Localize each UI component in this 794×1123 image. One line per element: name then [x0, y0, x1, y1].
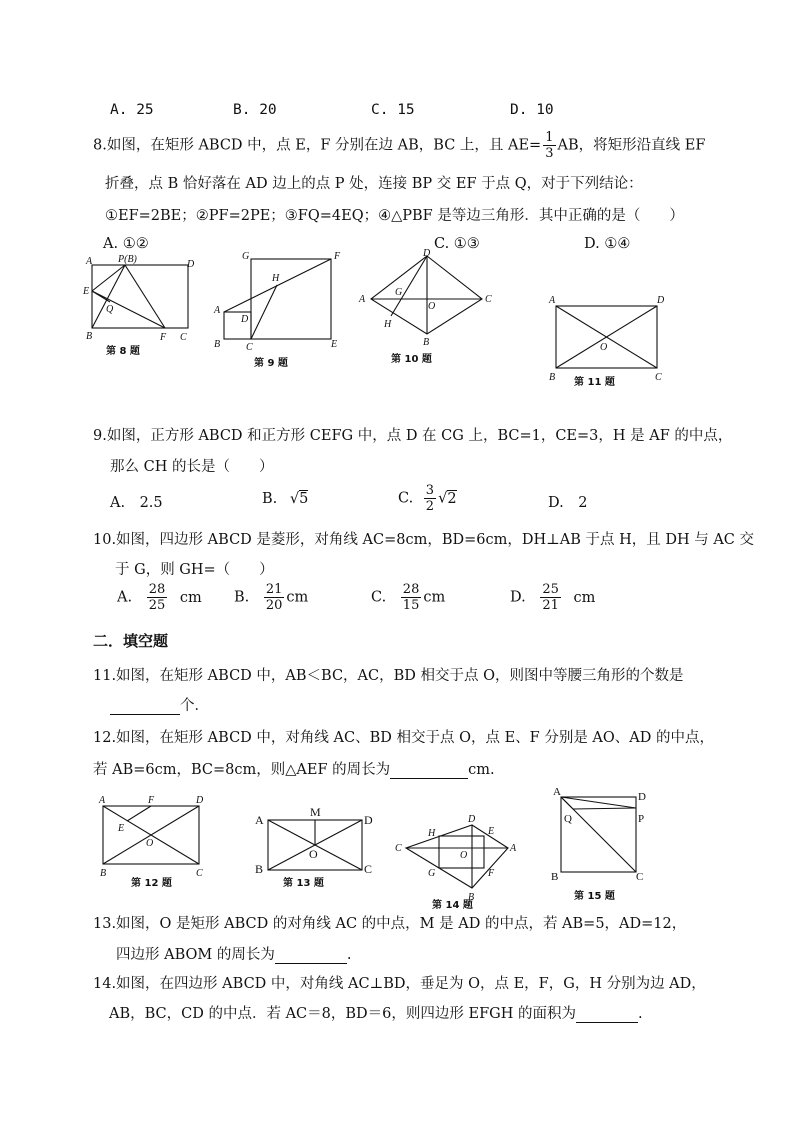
q10-option-c-unit: cm [423, 589, 446, 606]
fig13-label-m: M [310, 805, 321, 819]
fig14-label-g: G [428, 868, 436, 879]
q14-suffix: . [637, 1006, 643, 1022]
fig8-label-a: A [86, 256, 93, 267]
q8-text-b: AB，将矩形沿直线 EF [557, 137, 706, 154]
fig15-label-d: D [638, 791, 646, 803]
q8-frac-den: 3 [545, 146, 554, 161]
figure-15 [551, 786, 646, 902]
q9-option-b-radical: √5 [289, 491, 309, 507]
q9-option-c-radicand: 2 [447, 490, 457, 507]
q11-answer-blank[interactable] [110, 698, 180, 715]
q10-line-1: 10.如图，四边形 ABCD 是菱形，对角线 AC=8cm，BD=6cm，DH⊥AB 于点 H，且 DH 与 AC 交 [93, 532, 755, 548]
fig11-label-d: D [657, 295, 665, 306]
fig13-label-d: D [364, 813, 373, 827]
figures-row-2 [0, 780, 794, 910]
fig11-label-c: C [655, 372, 662, 383]
fig11-label-o: O [600, 342, 608, 353]
q9-option-a: A. 2.5 [110, 495, 163, 511]
section-title-fill-in: 二．填空题 [93, 632, 169, 650]
fig14-label-a: A [510, 843, 517, 854]
q12-suffix: cm. [468, 762, 495, 778]
fig8-caption: 第 8 题 [106, 346, 140, 357]
q10-option-d-fraction [540, 583, 561, 612]
fig10-label-o: O [428, 301, 436, 312]
q11-suffix: 个． [180, 698, 209, 714]
q10-option-d [510, 583, 595, 612]
fig13-label-b: B [255, 862, 264, 876]
q10-option-c-prefix: C. [371, 589, 387, 606]
fig13-caption: 第 13 题 [283, 878, 324, 889]
fig8-label-p: P(B) [118, 254, 137, 265]
q14-line-2 [109, 1002, 643, 1023]
fig13-label-a: A [255, 813, 264, 827]
q12-answer-blank[interactable] [390, 762, 468, 779]
q8-line-3: ①EF=2BE；②PF=2PE；③FQ=4EQ；④△PBF 是等边三角形．其中正确的是（ ） [105, 208, 684, 224]
q10-option-a-unit: cm [179, 589, 202, 606]
fig15-label-p: P [638, 813, 645, 825]
q9-option-c-fraction [424, 484, 436, 513]
q11-line-2 [110, 694, 209, 715]
q10-option-b-prefix: B. [234, 589, 250, 606]
fig12-label-a: A [99, 795, 106, 806]
fig12-label-d: D [196, 795, 204, 806]
fig8-label-c: C [180, 332, 187, 343]
fig9-label-g: G [242, 251, 250, 262]
fig8-label-f: F [160, 332, 167, 343]
q9-option-c-prefix: C. [398, 490, 414, 507]
fig9-label-a: A [214, 305, 221, 316]
q8-option-d: D. ①④ [584, 236, 631, 252]
fig14-label-e: E [488, 826, 495, 837]
q7-option-d: D. 10 [510, 102, 554, 118]
q10-option-a-num: 28 [148, 582, 166, 597]
q9-line-1: 9.如图，正方形 ABCD 和正方形 CEFG 中，点 D 在 CG 上，BC=1，CE=3，H 是 AF 的中点， [93, 428, 733, 444]
q14-line-1: 14.如图，在四边形 ABCD 中，对角线 AC⊥BD，垂足为 O，点 E，F，G，H 分别为边 AD， [93, 976, 706, 992]
fig15-label-b: B [551, 871, 559, 883]
fig14-label-f: F [488, 868, 495, 879]
q10-option-c [371, 583, 445, 612]
q10-option-c-den: 15 [402, 598, 420, 613]
fig14-label-c: C [395, 843, 402, 854]
fig14-label-d: D [468, 814, 476, 825]
fig10-label-c: C [485, 294, 492, 305]
q7-option-a: A. 25 [110, 102, 154, 118]
fig12-label-c: C [196, 868, 203, 879]
q8-option-c: C. ①③ [434, 236, 480, 252]
fig9-label-d: D [241, 314, 249, 325]
fig15-label-q: Q [564, 813, 572, 825]
figures-row-1 [0, 0, 794, 400]
fig15-caption: 第 15 题 [574, 891, 615, 902]
q10-option-a [117, 583, 202, 612]
fig11-label-b: B [549, 372, 556, 383]
q10-option-a-prefix: A. [117, 589, 133, 606]
q13-answer-blank[interactable] [275, 947, 347, 964]
q9-option-b-prefix: B. [262, 491, 278, 507]
figure-14 [395, 814, 517, 910]
q10-option-b-fraction [264, 583, 285, 612]
fig9-label-h: H [272, 273, 280, 284]
q13-line-2 [116, 943, 351, 964]
q14-answer-blank[interactable] [576, 1006, 638, 1023]
fig9-label-b: B [214, 339, 221, 350]
figure-8 [82, 254, 195, 357]
figure-11 [548, 295, 665, 388]
fig14-label-o: O [460, 850, 468, 861]
fig13-label-c: C [364, 862, 373, 876]
q10-option-a-fraction [147, 583, 168, 612]
q10-option-d-num: 25 [542, 582, 559, 597]
q10-option-b-den: 20 [265, 598, 283, 613]
q9-option-c-radical: √2 [438, 490, 457, 507]
q7-option-b: B. 20 [233, 102, 277, 118]
q10-option-b-num: 21 [265, 582, 283, 597]
fig15-label-c: C [636, 871, 644, 883]
fig12-caption: 第 12 题 [131, 878, 172, 889]
q10-option-c-num: 28 [402, 582, 420, 597]
fig9-label-c: C [246, 342, 253, 353]
q8-text-a: 8.如图，在矩形 ABCD 中，点 E，F 分别在边 AB，BC 上，且 AE= [93, 137, 542, 154]
q13-prefix: 四边形 ABOM 的周长为 [116, 947, 275, 963]
q9-line-2: 那么 CH 的长是（ ） [110, 459, 274, 475]
q8-option-a: A. ①② [103, 236, 149, 252]
fig10-label-g: G [395, 287, 403, 298]
q10-line-2: 于 G，则 GH=（ ） [115, 562, 274, 578]
fig12-label-f: F [148, 795, 155, 806]
q10-option-d-prefix: D. [510, 589, 526, 606]
q13-suffix: . [346, 947, 352, 963]
figure-12 [98, 795, 204, 889]
fig11-label-a: A [549, 295, 556, 306]
q9-option-c-num: 3 [425, 483, 435, 498]
fig13-label-o: O [309, 847, 318, 861]
figure-9 [213, 251, 341, 369]
fig14-label-b: B [468, 892, 475, 903]
fig9-label-e: E [331, 339, 338, 350]
q10-option-d-den: 21 [542, 598, 559, 613]
fig10-label-a: A [359, 294, 366, 305]
fig9-caption: 第 9 题 [254, 358, 288, 369]
q8-frac-num: 1 [545, 130, 554, 145]
fig8-label-q: Q [106, 304, 114, 315]
fig10-label-b: B [423, 337, 430, 348]
fig12-label-b: B [100, 868, 107, 879]
q13-line-1: 13.如图，O 是矩形 ABCD 的对角线 AC 的中点，M 是 AD 的中点，若 AB=5，AD=12， [93, 916, 687, 932]
fig11-caption: 第 11 题 [574, 377, 615, 388]
fig10-label-d: D [423, 248, 431, 259]
fig8-label-d: D [187, 259, 195, 270]
q7-option-c: C. 15 [371, 102, 415, 118]
fig9-label-f: F [334, 251, 341, 262]
figure-13 [255, 805, 373, 889]
fig14-label-h: H [428, 828, 436, 839]
fig8-label-e: E [83, 286, 90, 297]
q10-option-b [234, 583, 308, 612]
q12-line-2 [93, 758, 495, 779]
fig8-label-b: B [86, 331, 93, 342]
q14-prefix: AB，BC，CD 的中点．若 AC＝8，BD＝6，则四边形 EFGH 的面积为 [109, 1006, 576, 1022]
fig15-label-a: A [553, 786, 561, 798]
q12-line-1: 12.如图，在矩形 ABCD 中，对角线 AC、BD 相交于点 O，点 E、F 分别是 AO、AD 的中点， [93, 730, 714, 746]
fig12-label-e: E [118, 823, 125, 834]
q9-option-b [262, 491, 308, 507]
q9-option-b-radicand: 5 [299, 491, 309, 507]
fig10-label-h: H [384, 319, 392, 330]
fig10-caption: 第 10 题 [391, 354, 432, 365]
q12-prefix: 若 AB=6cm，BC=8cm，则△AEF 的周长为 [93, 762, 391, 778]
fig12-label-o: O [146, 838, 154, 849]
q10-option-b-unit: cm [286, 589, 309, 606]
q10-option-d-unit: cm [573, 589, 596, 606]
fig14-caption: 第 14 题 [432, 900, 473, 910]
q10-option-a-den: 25 [148, 598, 166, 613]
q8-line-2: 折叠，点 B 恰好落在 AD 边上的点 P 处，连接 BP 交 EF 于点 Q，对于下列结论： [105, 176, 643, 192]
q9-option-c [398, 484, 457, 513]
figure-10 [358, 248, 492, 365]
q9-option-d: D. 2 [548, 495, 588, 511]
q11-line-1: 11.如图，在矩形 ABCD 中，AB＜BC，AC，BD 相交于点 O，则图中等腰三角形的个数是 [93, 668, 684, 684]
q10-option-c-fraction [401, 583, 422, 612]
q9-option-c-den: 2 [425, 499, 435, 514]
